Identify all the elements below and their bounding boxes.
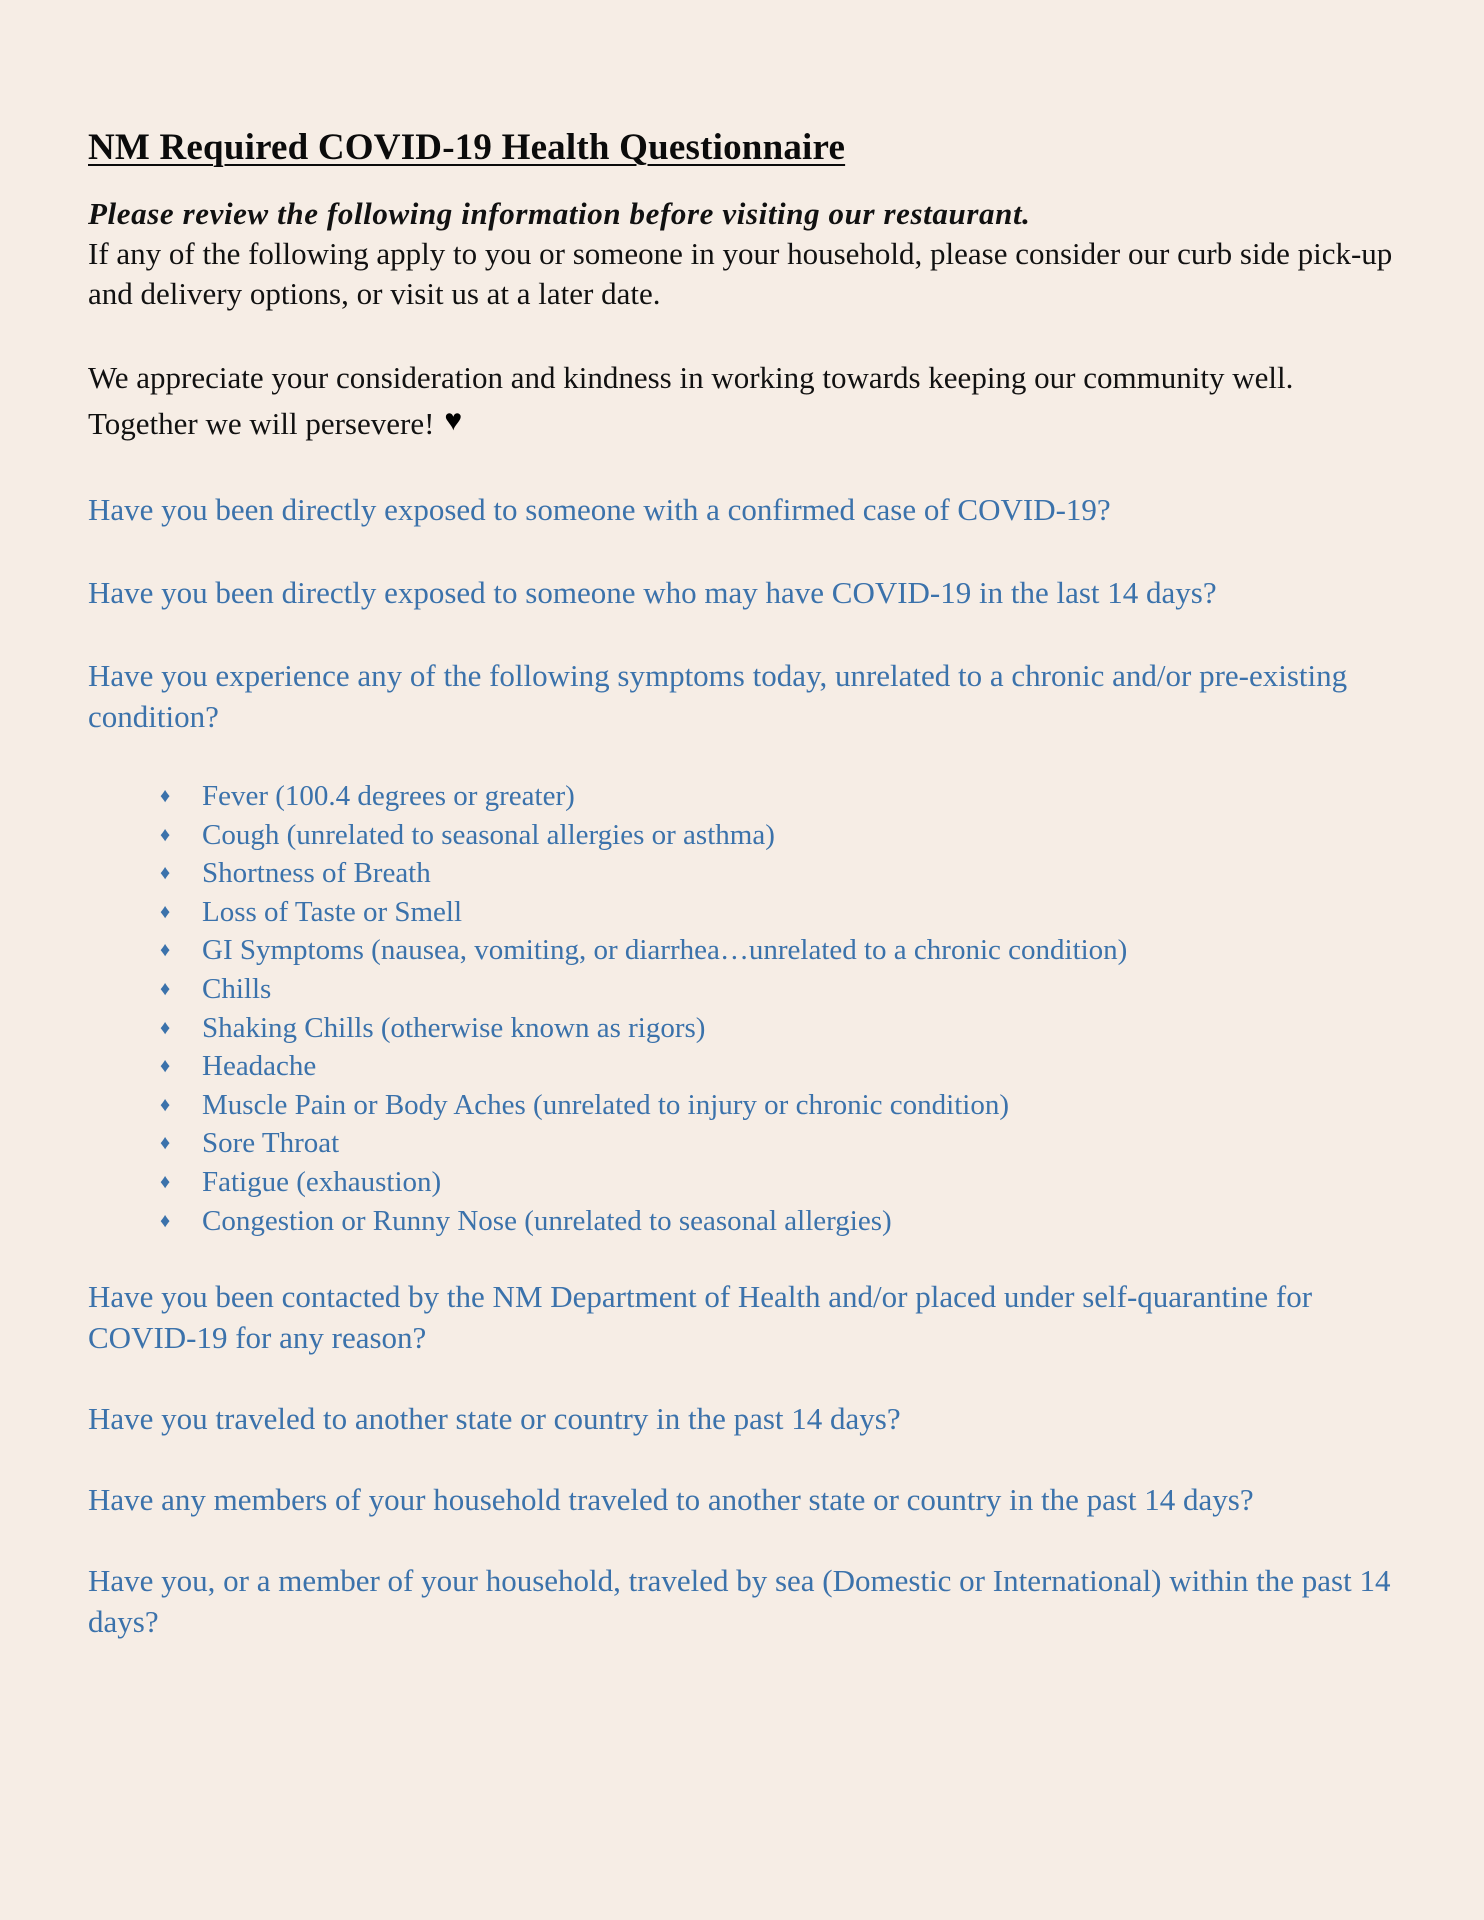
diamond-bullet-icon: ♦ (160, 862, 171, 885)
symptom-list-item (160, 970, 1404, 1009)
symptom-list-item (160, 1163, 1404, 1202)
diamond-bullet-icon: ♦ (160, 823, 171, 846)
symptom-label: Fatigue (exhaustion) (202, 1165, 442, 1198)
symptom-list-item (160, 1124, 1404, 1163)
diamond-bullet-icon: ♦ (160, 977, 171, 1000)
diamond-bullet-icon: ♦ (160, 785, 171, 807)
question-health-department: Have you been contacted by the NM Department of Health and/or placed under self-quarantine for COVID-19 for any reason? (88, 1279, 1313, 1356)
page-title: NM Required COVID-19 Health Questionnaire (88, 127, 846, 168)
question-travel: Have you traveled to another state or country in the past 14 days? (88, 1401, 901, 1437)
intro-body: If any of the following apply to you or someone in your household, please consider our curb side pick-up and delivery options, or visit us at a later date. (88, 236, 1393, 311)
diamond-bullet-icon: ♦ (160, 939, 171, 962)
question-household-travel: Have any members of your household traveled to another state or country in the past 14 days? (88, 1482, 1254, 1518)
symptom-list-item (160, 1202, 1404, 1241)
symptom-label: Muscle Pain or Body Aches (unrelated to injury or chronic condition) (202, 1088, 1009, 1121)
diamond-bullet-icon: ♦ (160, 1093, 171, 1116)
symptom-label: Shaking Chills (otherwise known as rigors) (202, 1011, 706, 1044)
diamond-bullet-icon: ♦ (160, 1132, 171, 1155)
symptom-list-item (160, 1086, 1404, 1125)
intro-block (88, 194, 1404, 314)
diamond-bullet-icon: ♦ (160, 1170, 171, 1193)
symptom-label: Shortness of Breath (202, 857, 431, 890)
symptom-list (88, 777, 1404, 1240)
symptom-label: Cough (unrelated to seasonal allergies or asthma) (202, 818, 775, 851)
diamond-bullet-icon: ♦ (160, 1055, 171, 1078)
diamond-bullet-icon: ♦ (160, 1016, 171, 1039)
symptom-label: Headache (202, 1050, 317, 1083)
diamond-bullet-icon: ♦ (160, 900, 171, 923)
appreciation-block (88, 356, 1404, 445)
question-possible-exposure: Have you been directly exposed to someone who may have COVID-19 in the last 14 days? (88, 575, 1217, 610)
symptom-list-item (160, 854, 1404, 893)
appreciation-text: We appreciate your consideration and kindness in working towards keeping our community well. Together we will persevere! (88, 360, 1294, 441)
symptom-label: GI Symptoms (nausea, vomiting, or diarrhea…unrelated to a chronic condition) (202, 934, 1128, 967)
symptom-list-item (160, 816, 1404, 855)
question-symptoms: Have you experience any of the following symptoms today, unrelated to a chronic and/or pre-existing condition? (88, 658, 1348, 734)
symptom-label: Chills (202, 972, 272, 1005)
symptom-list-item (160, 777, 1404, 816)
intro-lead: Please review the following information before visiting our restaurant. (88, 196, 1031, 231)
question-sea-travel: Have you, or a member of your household, traveled by sea (Domestic or International) within the past 14 days? (88, 1563, 1391, 1640)
symptom-list-item (160, 1047, 1404, 1086)
symptom-list-item (160, 893, 1404, 932)
symptom-label: Loss of Taste or Smell (202, 895, 463, 928)
question-confirmed-exposure: Have you been directly exposed to someone with a confirmed case of COVID-19? (88, 492, 1111, 527)
symptom-list-item (160, 931, 1404, 970)
diamond-bullet-icon: ♦ (160, 1209, 171, 1232)
symptom-label: Sore Throat (202, 1127, 340, 1160)
heart-icon: ♥ (444, 404, 463, 437)
symptom-label: Fever (100.4 degrees or greater) (202, 780, 575, 812)
symptom-list-item (160, 1009, 1404, 1048)
symptom-label: Congestion or Runny Nose (unrelated to seasonal allergies) (202, 1204, 892, 1237)
